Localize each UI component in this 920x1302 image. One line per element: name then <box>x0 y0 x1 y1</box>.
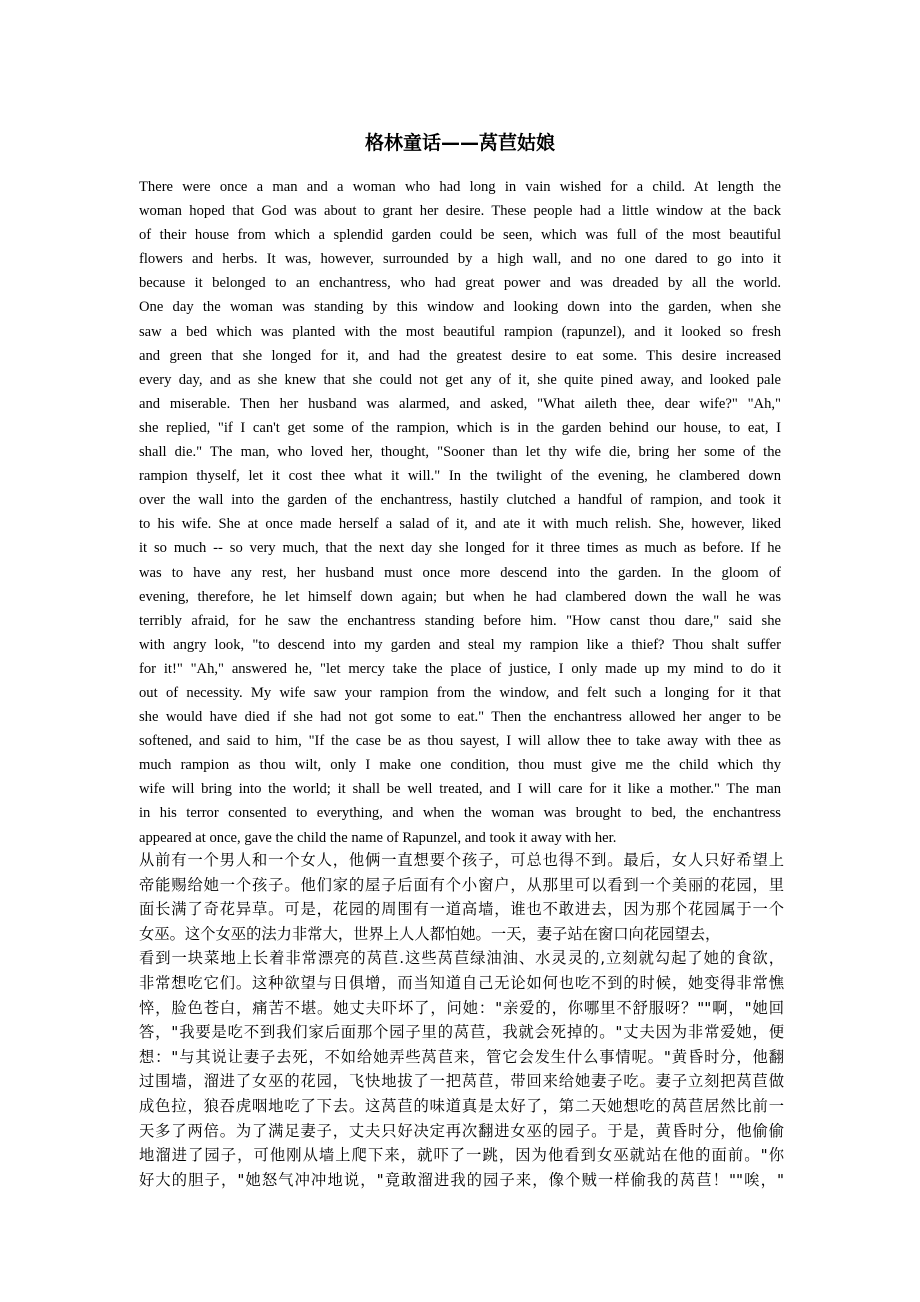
chinese-paragraph-line: 答，"我要是吃不到我们家后面那个园子里的莴苣，我就会死掉的。"丈夫因为非常爱她，便 <box>139 1023 784 1042</box>
english-paragraph-line: to his wife. She at once made herself a salad of it, and ate it with much relish. She, however, liked <box>139 516 781 533</box>
english-paragraph-line: she would have died if she had not got some to eat." Then the enchantress allowed her anger to be <box>139 709 781 726</box>
chinese-paragraph-line: 从前有一个男人和一个女人，他俩一直想要个孩子，可总也得不到。最后，女人只好希望上 <box>139 851 784 869</box>
english-paragraph-line: it so much -- so very much, that the next day she longed for it three times as much as before. If he <box>139 540 781 557</box>
english-paragraph-line: softened, and said to him, "If the case be as thou sayest, I will allow thee to take away with thee as <box>139 733 781 750</box>
english-paragraph-line: rampion thyself, let it cost thee what it will." In the twilight of the evening, he clambered down <box>139 468 781 485</box>
chinese-paragraph-line: 非常想吃它们。这种欲望与日俱增，而当知道自己无论如何也吃不到的时候，她变得非常憔 <box>139 973 784 992</box>
english-paragraph-line: she replied, "if I can't get some of the rampion, which is in the garden behind our house, to eat, I <box>139 419 781 436</box>
chinese-paragraph-line: 女巫。这个女巫的法力非常大，世界上人人都怕她。一天，妻子站在窗口向花园望去， <box>139 924 721 943</box>
chinese-text-block <box>139 848 784 1192</box>
english-paragraph-line: appeared at once, gave the child the name of Rapunzel, and took it away with her. <box>139 829 617 846</box>
english-paragraph-line: because it belonged to an enchantress, who had great power and was dreaded by all the world. <box>139 275 781 292</box>
chinese-paragraph-line: 好大的胆子，"她怒气冲冲地说，"竟敢溜进我的园子来，像个贼一样偷我的莴苣！""唉，" <box>139 1170 784 1189</box>
english-paragraph-line: and green that she longed for it, and had the greatest desire to eat some. This desire increased <box>139 347 781 364</box>
english-paragraph-line: over the wall into the garden of the enchantress, hastily clutched a handful of rampion, and took it <box>139 492 781 509</box>
english-paragraph-line: of their house from which a splendid garden could be seen, which was full of the most beautiful <box>139 227 781 244</box>
english-paragraph-line: flowers and herbs. It was, however, surrounded by a high wall, and no one dared to go into it <box>139 251 781 268</box>
english-paragraph-line: wife will bring into the world; it shall be well treated, and I will care for it like a mother." The man <box>139 781 781 798</box>
english-paragraph-line: One day the woman was standing by this window and looking down into the garden, when she <box>139 299 781 316</box>
english-paragraph-line: and miserable. Then her husband was alarmed, and asked, "What aileth thee, dear wife?" "Ah," <box>139 395 781 412</box>
english-paragraph-line: terribly afraid, for he saw the enchantress standing before him. "How canst thou dare," said she <box>139 612 781 629</box>
chinese-paragraph-line: 想："与其说让妻子去死，不如给她弄些莴苣来，管它会发生什么事情呢。"黄昏时分，他翻 <box>139 1047 784 1066</box>
chinese-paragraph-line: 看到一块菜地上长着非常漂亮的莴苣.这些莴苣绿油油、水灵灵的,立刻就勾起了她的食欲， <box>139 949 784 968</box>
english-paragraph-line: evening, therefore, he let himself down again; but when he had clambered down the wall he was <box>139 588 781 605</box>
chinese-paragraph-line: 面长满了奇花异草。可是，花园的周围有一道高墙，谁也不敢进去，因为那个花园属于一个 <box>139 900 784 919</box>
english-paragraph-line: was to have any rest, her husband must once more descend into the garden. In the gloom of <box>139 564 781 581</box>
english-paragraph-line: for it!" "Ah," answered he, "let mercy take the place of justice, I only made up my mind to do it <box>139 660 781 677</box>
document-title: 格林童话——莴苣姑娘 <box>364 132 555 154</box>
chinese-paragraph-line: 天多了两倍。为了满足妻子，丈夫只好决定再次翻进女巫的园子。于是，黄昏时分，他偷偷 <box>139 1121 784 1140</box>
english-paragraph-line: saw a bed which was planted with the most beautiful rampion (rapunzel), and it looked so fresh <box>139 323 781 340</box>
english-paragraph-line: out of necessity. My wife saw your rampion from the window, and felt such a longing for it that <box>139 684 781 701</box>
english-paragraph-line: much rampion as thou wilt, only I make one condition, thou must give me the child which thy <box>139 757 781 774</box>
chinese-paragraph-line: 悴，脸色苍白，痛苦不堪。她丈夫吓坏了，问她："亲爱的，你哪里不舒服呀？""啊，"她回 <box>139 998 784 1017</box>
chinese-paragraph-line: 成色拉，狼吞虎咽地吃了下去。这莴苣的味道真是太好了，第二天她想吃的莴苣居然比前一 <box>139 1096 784 1115</box>
english-paragraph-line: in his terror consented to everything, and when the woman was brought to bed, the enchantress <box>139 805 781 822</box>
chinese-paragraph-line: 地溜进了园子，可他刚从墙上爬下来，就吓了一跳，因为他看到女巫就站在他的面前。"你 <box>139 1146 784 1165</box>
chinese-paragraph-line: 帝能赐给她一个孩子。他们家的屋子后面有个小窗户，从那里可以看到一个美丽的花园，里 <box>139 875 784 894</box>
english-paragraph-line: There were once a man and a woman who had long in vain wished for a child. At length the <box>139 179 781 195</box>
english-text-block <box>139 175 781 850</box>
english-paragraph-line: shall die." The man, who loved her, thought, "Sooner than let thy wife die, bring her some of the <box>139 444 781 461</box>
english-paragraph-line: every day, and as she knew that she could not get any of it, she quite pined away, and looked pale <box>139 371 781 388</box>
english-paragraph-line: with angry look, "to descend into my garden and steal my rampion like a thief? Thou shalt suffer <box>139 636 781 653</box>
chinese-paragraph-line: 过围墙，溜进了女巫的花园，飞快地拔了一把莴苣，带回来给她妻子吃。妻子立刻把莴苣做 <box>139 1072 784 1091</box>
english-paragraph-line: woman hoped that God was about to grant her desire. These people had a little window at the back <box>139 203 781 220</box>
